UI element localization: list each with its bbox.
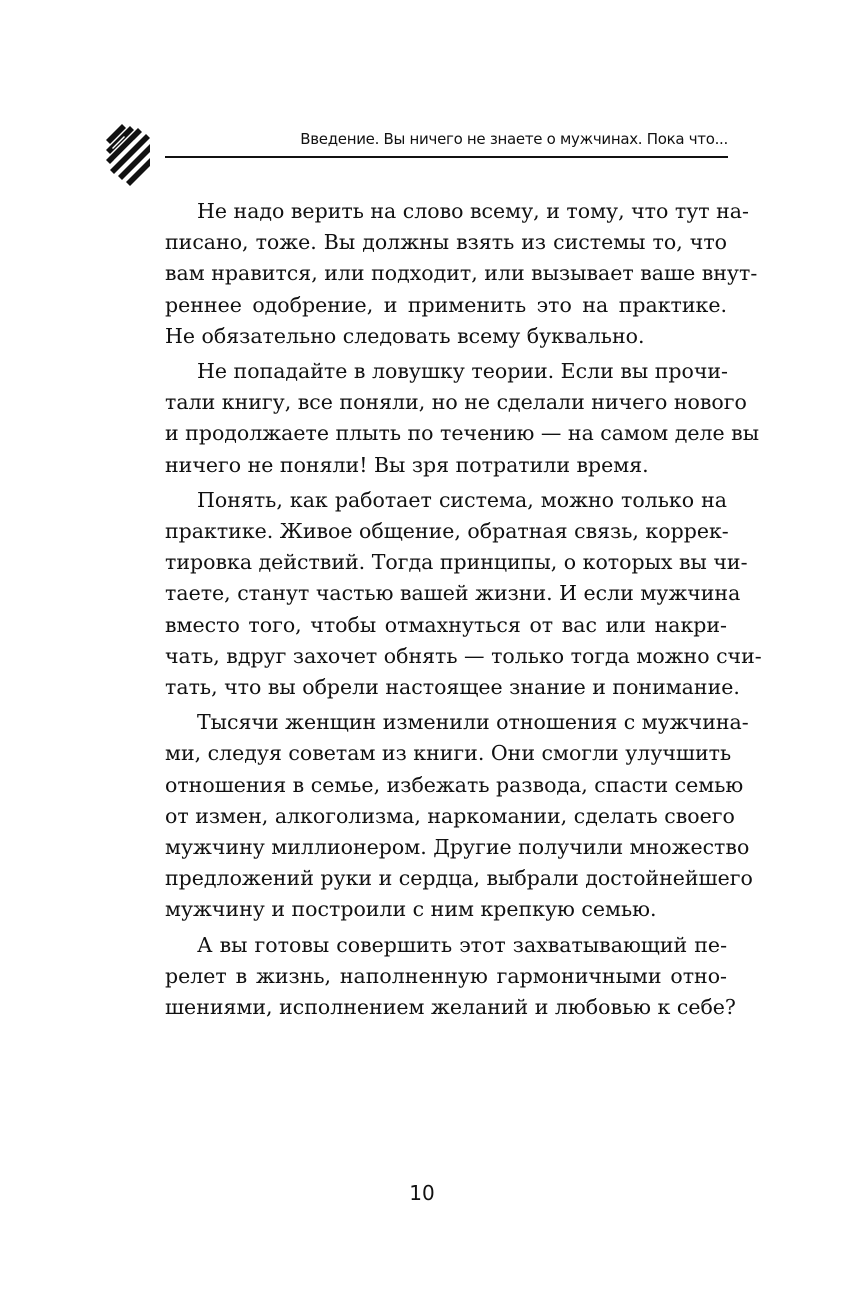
text-line: отношения в семье, избежать развода, спасти семью (165, 772, 744, 797)
text-line: вместо того, чтобы отмахнуться от вас или накри- (165, 612, 727, 637)
text-line: мужчину миллионером. Другие получили множество (165, 835, 750, 860)
text-line: тать, что вы обрели настоящее знание и понимание. (165, 675, 740, 700)
page-number: 10 (409, 1181, 435, 1205)
text-line: А вы готовы совершить этот захватывающий пе- (197, 932, 727, 957)
text-line: Не попадайте в ловушку теории. Если вы прочи- (197, 359, 728, 384)
paragraph-5 (165, 930, 736, 1024)
text-line: практике. Живое общение, обратная связь, коррек- (165, 519, 729, 544)
text-line: Не обязательно следовать всему буквально. (165, 323, 645, 348)
paragraph-3 (165, 485, 762, 703)
publisher-logo-icon (104, 120, 152, 186)
text-line: ми, следуя советам из книги. Они смогли улучшить (165, 741, 732, 766)
text-line: релет в жизнь, наполненную гармоничными отно- (165, 963, 727, 988)
text-line: ничего не поняли! Вы зря потратили время. (165, 452, 649, 477)
text-line: тали книгу, все поняли, но не сделали ничего нового (165, 390, 747, 415)
text-line: тировка действий. Тогда принципы, о которых вы чи- (165, 550, 748, 575)
paragraph-2 (165, 356, 760, 481)
text-line: и продолжаете плыть по течению — на самом деле вы (165, 421, 760, 446)
text-line: шениями, исполнением желаний и любовью к себе? (165, 995, 736, 1020)
paragraph-4 (165, 707, 753, 925)
text-line: вам нравится, или подходит, или вызывает ваше внут- (165, 261, 758, 286)
body-text (165, 196, 762, 1027)
text-line: реннее одобрение, и применить это на практике. (165, 292, 727, 317)
text-line: таете, станут частью вашей жизни. И если мужчина (165, 581, 741, 606)
text-line: Не надо верить на слово всему, и тому, что тут на- (197, 199, 749, 223)
running-title: Введение. Вы ничего не знаете о мужчинах. Пока что... (300, 130, 728, 148)
text-line: чать, вдруг захочет обнять — только тогда можно счи- (165, 643, 762, 668)
text-line: Тысячи женщин изменили отношения с мужчина- (197, 710, 749, 735)
text-line: писано, тоже. Вы должны взять из системы то, что (165, 230, 727, 255)
paragraph-1 (165, 196, 758, 352)
text-line: предложений руки и сердца, выбрали достойнейшего (165, 866, 753, 891)
text-line: мужчину и построили с ним крепкую семью. (165, 897, 657, 922)
text-line: от измен, алкоголизма, наркомании, сделать своего (165, 803, 735, 828)
text-line: Понять, как работает система, можно только на (197, 487, 727, 512)
running-head (165, 128, 728, 158)
